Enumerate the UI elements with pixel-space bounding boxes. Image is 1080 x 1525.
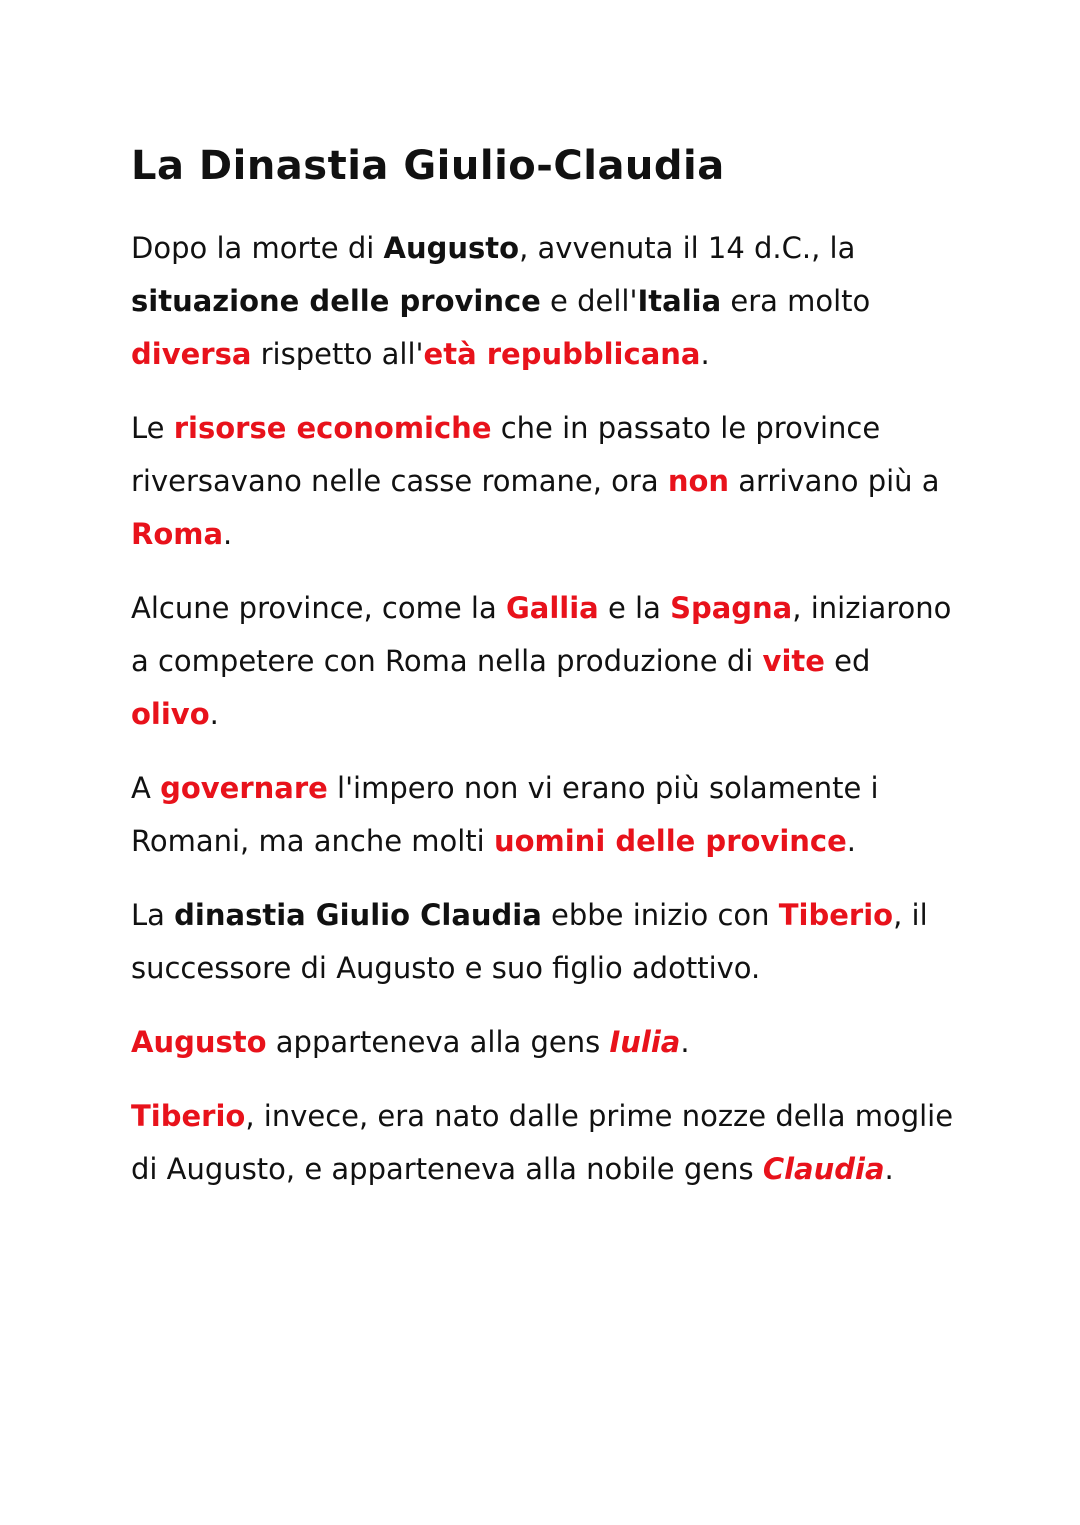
highlighted-term: risorse economiche xyxy=(173,411,492,445)
text-run: apparteneva alla gens xyxy=(266,1025,610,1059)
text-run: ed xyxy=(824,644,871,678)
bold-term: situazione delle province xyxy=(131,284,541,318)
document-page xyxy=(131,132,961,1217)
paragraph-4 xyxy=(131,762,961,868)
text-run: e dell' xyxy=(540,284,638,318)
highlighted-term: Gallia xyxy=(505,591,599,625)
text-run: . xyxy=(223,517,233,551)
paragraph-5 xyxy=(131,889,961,995)
text-run: . xyxy=(846,824,856,858)
text-run: Dopo la morte di xyxy=(131,231,384,265)
text-run: ebbe inizio con xyxy=(541,898,779,932)
text-run: Le xyxy=(131,411,174,445)
text-run: La xyxy=(131,898,175,932)
paragraph-1 xyxy=(131,222,961,381)
highlighted-term: governare xyxy=(160,771,328,805)
text-run: . xyxy=(700,337,710,371)
document-body xyxy=(131,222,961,1196)
text-run: rispetto all' xyxy=(251,337,424,371)
text-run: , avvenuta il 14 d.C., la xyxy=(519,231,856,265)
highlighted-term: Tiberio xyxy=(778,898,894,932)
text-run: arrivano più a xyxy=(729,464,940,498)
text-run: che in passato le province riversavano nelle casse romane, ora xyxy=(131,411,881,498)
bold-term: dinastia Giulio Claudia xyxy=(174,898,542,932)
highlighted-term: Iulia xyxy=(609,1025,681,1059)
paragraph-6 xyxy=(131,1016,961,1069)
text-run: , invece, era nato dalle prime nozze della moglie di Augusto, e apparteneva alla nobile gens xyxy=(131,1099,954,1186)
highlighted-term: età repubblicana xyxy=(423,337,701,371)
text-run: A xyxy=(131,771,161,805)
highlighted-term: uomini delle province xyxy=(493,824,847,858)
highlighted-term: olivo xyxy=(131,697,210,731)
text-run: l'impero non vi erano più solamente i Romani, ma anche molti xyxy=(131,771,879,858)
text-run: Alcune province, come la xyxy=(131,591,506,625)
paragraph-7 xyxy=(131,1090,961,1196)
highlighted-term: non xyxy=(667,464,730,498)
highlighted-term: diversa xyxy=(131,337,252,371)
paragraph-2 xyxy=(131,402,961,561)
text-run: , iniziarono a competere con Roma nella produzione di xyxy=(131,591,952,678)
highlighted-term: Claudia xyxy=(762,1152,885,1186)
text-run: e la xyxy=(598,591,671,625)
highlighted-term: Augusto xyxy=(131,1025,267,1059)
text-run: . xyxy=(680,1025,690,1059)
text-run: , il successore di Augusto e suo figlio adottivo. xyxy=(131,898,928,985)
text-run: era molto xyxy=(721,284,871,318)
text-run: . xyxy=(884,1152,894,1186)
text-run: . xyxy=(209,697,219,731)
highlighted-term: vite xyxy=(762,644,825,678)
paragraph-3 xyxy=(131,582,961,741)
document-title: La Dinastia Giulio-Claudia xyxy=(131,143,725,189)
highlighted-term: Spagna xyxy=(670,591,793,625)
highlighted-term: Tiberio xyxy=(131,1099,246,1133)
bold-term: Italia xyxy=(637,284,722,318)
bold-term: Augusto xyxy=(383,231,520,265)
highlighted-term: Roma xyxy=(131,517,224,551)
